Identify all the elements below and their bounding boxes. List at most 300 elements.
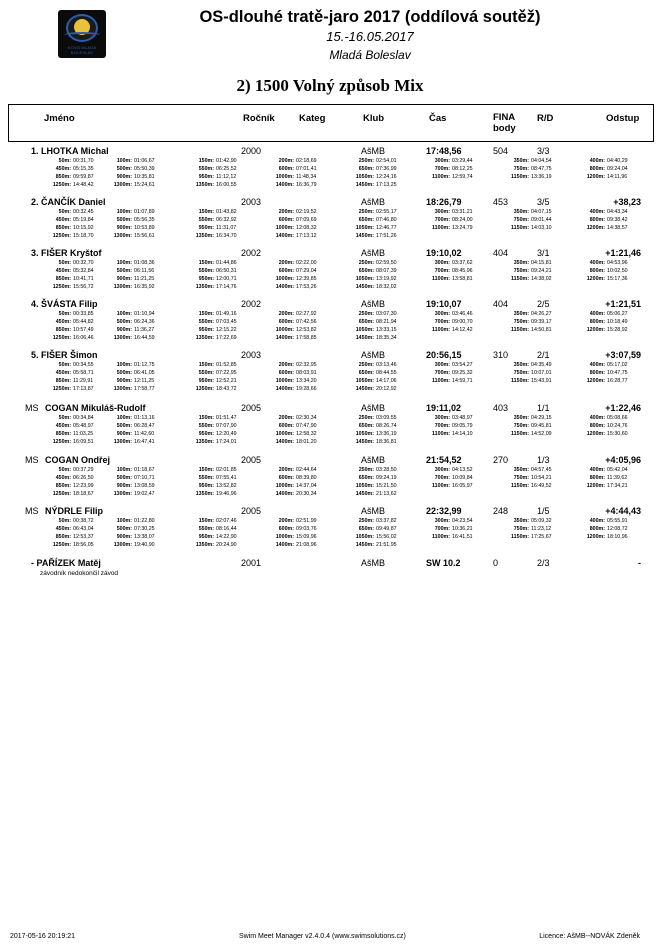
split-distance: 1150m: [511, 276, 529, 282]
split-distance: 600m: [278, 166, 294, 172]
club-code: AšMB [361, 197, 386, 207]
split-time: 13:34,20 [296, 378, 317, 384]
split-times [0, 259, 660, 293]
split-distance: 300m: [434, 311, 450, 317]
split-time: 11:48,34 [296, 174, 317, 180]
split-time: 04:29,15 [531, 415, 552, 421]
split-time: 17:13,12 [296, 233, 317, 239]
split-distance: 400m: [589, 415, 605, 421]
split-distance: 1100m: [432, 483, 450, 489]
split-time: 04:07,15 [531, 209, 552, 215]
split-distance: 150m: [198, 362, 214, 368]
split-times [0, 466, 660, 500]
split-time: 17:25,67 [531, 534, 552, 540]
fina-points: 0 [493, 558, 499, 568]
split-distance: 1300m: [113, 182, 132, 188]
split-distance: 500m: [116, 370, 132, 376]
split-distance: 900m: [116, 174, 132, 180]
split-time: 05:15,35 [73, 166, 94, 172]
col-yob: Ročník [243, 113, 275, 124]
split-time: 05:58,71 [73, 370, 94, 376]
split-distance: 350m: [513, 362, 529, 368]
split-time: 12:15,22 [216, 327, 237, 333]
split-time: 19:40,90 [134, 542, 155, 548]
split-time: 07:29,04 [296, 268, 317, 274]
split-distance: 1450m: [355, 284, 374, 290]
result-note: závodník nedokončil závod [40, 570, 119, 577]
split-distance: 1450m: [355, 386, 374, 392]
split-time: 05:06,27 [607, 311, 628, 317]
split-time: 16:41,51 [452, 534, 473, 540]
split-distance: 650m: [358, 423, 374, 429]
split-time: 02:18,69 [296, 158, 317, 164]
split-distance: 800m: [589, 370, 605, 376]
time-gap: +4:05,96 [605, 455, 641, 465]
split-distance: 550m: [198, 475, 214, 481]
split-distance: 450m: [55, 217, 71, 223]
split-distance: 1150m: [511, 174, 529, 180]
split-distance: 700m: [434, 423, 450, 429]
split-distance: 850m: [55, 483, 71, 489]
meet-place: Mladá Boleslav [329, 48, 411, 62]
split-time: 07:01,41 [296, 166, 317, 172]
result-entry [0, 558, 660, 578]
split-distance: 50m: [58, 209, 71, 215]
split-distance: 350m: [513, 467, 529, 473]
split-distance: 450m: [55, 370, 71, 376]
split-time: 03:37,62 [452, 260, 473, 266]
split-distance: 1450m: [355, 182, 374, 188]
split-time: 12:46,77 [376, 225, 397, 231]
split-time: 18:36,81 [376, 439, 397, 445]
club-code: AšMB [361, 506, 386, 516]
athlete-name: 3. FIŠER Kryštof [31, 248, 102, 258]
split-distance: 1250m: [52, 284, 71, 290]
split-time: 20:12,92 [376, 386, 397, 392]
split-distance: 300m: [434, 415, 450, 421]
split-distance: 700m: [434, 166, 450, 172]
split-time: 02:59,50 [376, 260, 397, 266]
split-time: 16:00,55 [216, 182, 237, 188]
split-times [0, 517, 660, 551]
split-distance: 550m: [198, 217, 214, 223]
split-distance: 1300m: [113, 335, 132, 341]
split-time: 12:20,49 [216, 431, 237, 437]
split-time: 14:12,42 [452, 327, 473, 333]
split-time: 10:54,21 [531, 475, 552, 481]
split-distance: 1200m: [586, 431, 605, 437]
split-distance: 1350m: [195, 439, 214, 445]
athlete-name: 5. FIŠER Šimon [31, 350, 98, 360]
split-distance: 950m: [198, 174, 214, 180]
split-time: 10:41,71 [73, 276, 94, 282]
split-time: 04:57,45 [531, 467, 552, 473]
split-time: 09:01,44 [531, 217, 552, 223]
split-time: 03:09,55 [376, 415, 397, 421]
split-time: 09:49,87 [376, 526, 397, 532]
split-distance: 850m: [55, 378, 71, 384]
category-prefix: MS [25, 506, 39, 516]
split-distance: 1150m: [511, 483, 529, 489]
time-gap: +1:21,46 [605, 248, 641, 258]
result-entry [0, 403, 660, 448]
split-time: 09:39,17 [531, 319, 552, 325]
split-time: 07:03,45 [216, 319, 237, 325]
split-distance: 400m: [589, 518, 605, 524]
athlete-name: 4. ŠVÁSTA Filip [31, 299, 98, 309]
split-time: 11:29,91 [73, 378, 94, 384]
split-distance: 400m: [589, 260, 605, 266]
split-time: 14:11,96 [607, 174, 628, 180]
split-distance: 800m: [589, 423, 605, 429]
final-time: 22:32,99 [426, 506, 462, 516]
split-time: 14:03,10 [531, 225, 552, 231]
split-distance: 1450m: [355, 439, 374, 445]
split-time: 16:44,59 [134, 335, 155, 341]
result-main-row [0, 455, 660, 466]
split-distance: 400m: [589, 311, 605, 317]
split-time: 10:07,01 [531, 370, 552, 376]
split-distance: 1200m: [586, 327, 605, 333]
club-code: AšMB [361, 350, 386, 360]
split-distance: 1400m: [275, 284, 294, 290]
split-time: 14:37,04 [296, 483, 317, 489]
split-time: 09:45,81 [531, 423, 552, 429]
split-distance: 150m: [198, 260, 214, 266]
split-time: 16:34,70 [216, 233, 237, 239]
split-distance: 1250m: [52, 233, 71, 239]
split-time: 12:24,16 [376, 174, 397, 180]
split-time: 03:29,44 [452, 158, 473, 164]
split-time: 08:47,75 [531, 166, 552, 172]
split-distance: 1050m: [355, 174, 374, 180]
split-time: 18:56,05 [73, 542, 94, 548]
split-distance: 650m: [358, 319, 374, 325]
split-distance: 250m: [358, 362, 374, 368]
split-time: 02:30,34 [296, 415, 317, 421]
split-distance: 650m: [358, 217, 374, 223]
split-time: 19:02,47 [134, 491, 155, 497]
split-time: 11:23,12 [531, 526, 552, 532]
split-distance: 500m: [116, 423, 132, 429]
split-distance: 900m: [116, 483, 132, 489]
split-distance: 400m: [589, 467, 605, 473]
split-distance: 150m: [198, 158, 214, 164]
split-time: 08:45,96 [452, 268, 473, 274]
result-entry [0, 248, 660, 293]
split-distance: 1200m: [586, 174, 605, 180]
split-distance: 750m: [513, 526, 529, 532]
split-time: 15:17,36 [607, 276, 628, 282]
split-distance: 1450m: [355, 542, 374, 548]
split-time: 17:24,01 [216, 439, 237, 445]
split-time: 01:06,67 [134, 158, 155, 164]
split-distance: 1400m: [275, 182, 294, 188]
athlete-name: 2. ČANČÍK Daniel [31, 197, 106, 207]
split-distance: 1350m: [195, 182, 214, 188]
final-time: 17:48,56 [426, 146, 462, 156]
split-distance: 850m: [55, 225, 71, 231]
split-distance: 850m: [55, 327, 71, 333]
split-time: 07:07,90 [216, 423, 237, 429]
split-distance: 1300m: [113, 491, 132, 497]
split-distance: 1250m: [52, 491, 71, 497]
split-distance: 550m: [198, 166, 214, 172]
split-time: 02:01,85 [216, 467, 237, 473]
split-distance: 350m: [513, 518, 529, 524]
split-time: 11:03,25 [73, 431, 94, 437]
time-gap: - [638, 558, 641, 568]
split-time: 01:13,16 [134, 415, 155, 421]
birth-year: 2003 [241, 350, 262, 360]
split-distance: 800m: [589, 319, 605, 325]
split-distance: 1300m: [113, 439, 132, 445]
meet-date: 15.-16.05.2017 [326, 29, 414, 44]
split-distance: 500m: [116, 526, 132, 532]
split-distance: 1150m: [511, 534, 529, 540]
result-main-row [0, 558, 660, 569]
split-distance: 150m: [198, 415, 214, 421]
split-distance: 700m: [434, 217, 450, 223]
split-distance: 1200m: [586, 483, 605, 489]
fina-points: 453 [493, 197, 509, 207]
split-time: 12:59,74 [452, 174, 473, 180]
split-time: 01:10,94 [134, 311, 155, 317]
split-time: 01:07,89 [134, 209, 155, 215]
split-time: 18:32,02 [376, 284, 397, 290]
split-time: 02:51,99 [296, 518, 317, 524]
category-prefix: MS [25, 403, 39, 413]
split-distance: 1350m: [195, 233, 214, 239]
result-main-row [0, 197, 660, 208]
split-time: 02:55,17 [376, 209, 397, 215]
col-gap: Odstup [606, 113, 640, 124]
split-time: 01:22,80 [134, 518, 155, 524]
split-time: 03:37,82 [376, 518, 397, 524]
split-distance: 1100m: [432, 378, 450, 384]
split-distance: 50m: [58, 362, 71, 368]
split-time: 10:02,50 [607, 268, 628, 274]
split-distance: 950m: [198, 378, 214, 384]
col-rd: R/D [537, 113, 554, 124]
split-distance: 500m: [116, 475, 132, 481]
split-distance: 750m: [513, 370, 529, 376]
split-distance: 200m: [278, 362, 294, 368]
split-distance: 250m: [358, 158, 374, 164]
split-time: 21:13,62 [376, 491, 397, 497]
split-distance: 200m: [278, 260, 294, 266]
split-distance: 1050m: [355, 431, 374, 437]
col-category: Kateg [299, 113, 326, 124]
split-distance: 650m: [358, 526, 374, 532]
fina-points: 404 [493, 299, 509, 309]
split-time: 12:00,71 [216, 276, 237, 282]
split-time: 10:24,76 [607, 423, 628, 429]
final-time: SW 10.2 [426, 558, 461, 568]
split-distance: 250m: [358, 311, 374, 317]
split-distance: 650m: [358, 370, 374, 376]
col-fina: FINA body [493, 112, 516, 134]
split-times [0, 208, 660, 242]
split-times [0, 310, 660, 344]
split-distance: 700m: [434, 475, 450, 481]
software-credit: Swim Meet Manager v2.4.0.4 (www.swimsolutions.cz) [239, 933, 406, 940]
split-time: 00:37,29 [73, 467, 94, 473]
split-time: 15:18,70 [73, 233, 94, 239]
split-distance: 300m: [434, 362, 450, 368]
split-distance: 1000m: [275, 225, 294, 231]
split-distance: 1250m: [52, 439, 71, 445]
heat-lane: 2/1 [537, 350, 550, 360]
split-time: 15:28,92 [607, 327, 628, 333]
club-code: AšMB [361, 248, 386, 258]
split-time: 11:42,60 [134, 431, 155, 437]
split-distance: 400m: [589, 209, 605, 215]
split-time: 17:53,26 [296, 284, 317, 290]
split-distance: 1450m: [355, 233, 374, 239]
split-distance: 450m: [55, 475, 71, 481]
split-time: 13:36,19 [531, 174, 552, 180]
split-time: 01:08,36 [134, 260, 155, 266]
split-distance: 1100m: [432, 225, 450, 231]
split-time: 03:54,27 [452, 362, 473, 368]
split-distance: 150m: [198, 311, 214, 317]
split-time: 01:49,16 [216, 311, 237, 317]
fina-points: 403 [493, 403, 509, 413]
time-gap: +38,23 [613, 197, 641, 207]
birth-year: 2002 [241, 299, 262, 309]
split-distance: 800m: [589, 526, 605, 532]
split-distance: 800m: [589, 166, 605, 172]
athlete-name: NÝDRLE Filip [45, 506, 103, 516]
split-time: 11:39,62 [607, 475, 628, 481]
split-time: 14:52,09 [531, 431, 552, 437]
split-distance: 550m: [198, 268, 214, 274]
result-entry [0, 299, 660, 344]
split-distance: 1000m: [275, 483, 294, 489]
result-entry [0, 350, 660, 395]
split-time: 07:55,41 [216, 475, 237, 481]
split-distance: 300m: [434, 467, 450, 473]
split-time: 10:57,49 [73, 327, 94, 333]
split-time: 17:13,25 [376, 182, 397, 188]
time-gap: +1:21,51 [605, 299, 641, 309]
split-time: 03:31,21 [452, 209, 473, 215]
split-time: 04:43,34 [607, 209, 628, 215]
split-distance: 1400m: [275, 439, 294, 445]
split-distance: 600m: [278, 217, 294, 223]
col-club: Klub [363, 113, 385, 124]
split-distance: 1100m: [432, 431, 450, 437]
event-title: 2) 1500 Volný způsob Mix [236, 76, 424, 95]
split-time: 12:52,21 [216, 378, 237, 384]
split-distance: 1250m: [52, 542, 71, 548]
split-time: 04:53,96 [607, 260, 628, 266]
split-distance: 1050m: [355, 276, 374, 282]
split-distance: 1300m: [113, 542, 132, 548]
split-time: 07:36,99 [376, 166, 397, 172]
split-time: 08:03,91 [296, 370, 317, 376]
final-time: 20:56,15 [426, 350, 462, 360]
split-time: 16:06,46 [73, 335, 94, 341]
split-time: 12:08,32 [296, 225, 317, 231]
split-time: 10:09,84 [452, 475, 473, 481]
split-distance: 1350m: [195, 491, 214, 497]
split-time: 15:56,61 [134, 233, 155, 239]
split-distance: 900m: [116, 534, 132, 540]
split-time: 09:00,70 [452, 319, 473, 325]
split-distance: 1000m: [275, 327, 294, 333]
split-time: 09:59,87 [73, 174, 94, 180]
club-code: AšMB [361, 146, 386, 156]
split-time: 00:34,84 [73, 415, 94, 421]
split-distance: 50m: [58, 415, 71, 421]
split-time: 09:38,42 [607, 217, 628, 223]
split-distance: 100m: [116, 311, 132, 317]
split-distance: 50m: [58, 311, 71, 317]
split-distance: 850m: [55, 276, 71, 282]
split-time: 03:28,50 [376, 467, 397, 473]
split-time: 10:35,81 [134, 174, 155, 180]
split-distance: 100m: [116, 260, 132, 266]
split-time: 15:56,72 [73, 284, 94, 290]
split-time: 05:44,82 [73, 319, 94, 325]
split-time: 19:46,96 [216, 491, 237, 497]
split-distance: 250m: [358, 467, 374, 473]
split-time: 07:47,90 [296, 423, 317, 429]
split-distance: 1400m: [275, 491, 294, 497]
split-distance: 700m: [434, 268, 450, 274]
fina-points: 404 [493, 248, 509, 258]
final-time: 18:26,79 [426, 197, 462, 207]
split-distance: 150m: [198, 467, 214, 473]
split-time: 00:34,55 [73, 362, 94, 368]
athlete-name: COGAN Mikuláš-Rudolf [45, 403, 146, 413]
split-time: 05:32,84 [73, 268, 94, 274]
fina-points: 504 [493, 146, 509, 156]
final-time: 21:54,52 [426, 455, 462, 465]
meet-title: OS-dlouhé tratě-jaro 2017 (oddílová soutěž) [199, 8, 541, 26]
split-distance: 850m: [55, 431, 71, 437]
split-time: 01:43,82 [216, 209, 237, 215]
split-time: 01:51,47 [216, 415, 237, 421]
split-distance: 350m: [513, 311, 529, 317]
club-code: AšMB [361, 403, 386, 413]
split-distance: 600m: [278, 370, 294, 376]
split-time: 04:26,27 [531, 311, 552, 317]
split-distance: 550m: [198, 370, 214, 376]
split-time: 11:31,07 [216, 225, 237, 231]
split-time: 01:42,90 [216, 158, 237, 164]
split-time: 01:12,75 [134, 362, 155, 368]
split-time: 15:43,91 [531, 378, 552, 384]
split-time: 04:23,54 [452, 518, 473, 524]
split-time: 16:49,52 [531, 483, 552, 489]
split-time: 08:16,44 [216, 526, 237, 532]
split-time: 15:21,50 [376, 483, 397, 489]
category-prefix: MS [25, 455, 39, 465]
split-distance: 700m: [434, 526, 450, 532]
split-distance: 450m: [55, 423, 71, 429]
split-time: 09:24,21 [531, 268, 552, 274]
split-distance: 200m: [278, 467, 294, 473]
club-code: AšMB [361, 558, 386, 568]
split-distance: 950m: [198, 534, 214, 540]
split-distance: 800m: [589, 475, 605, 481]
split-distance: 1000m: [275, 174, 294, 180]
license-text: Licence: AšMB--NOVÁK Zdeněk [539, 933, 640, 940]
split-distance: 800m: [589, 217, 605, 223]
